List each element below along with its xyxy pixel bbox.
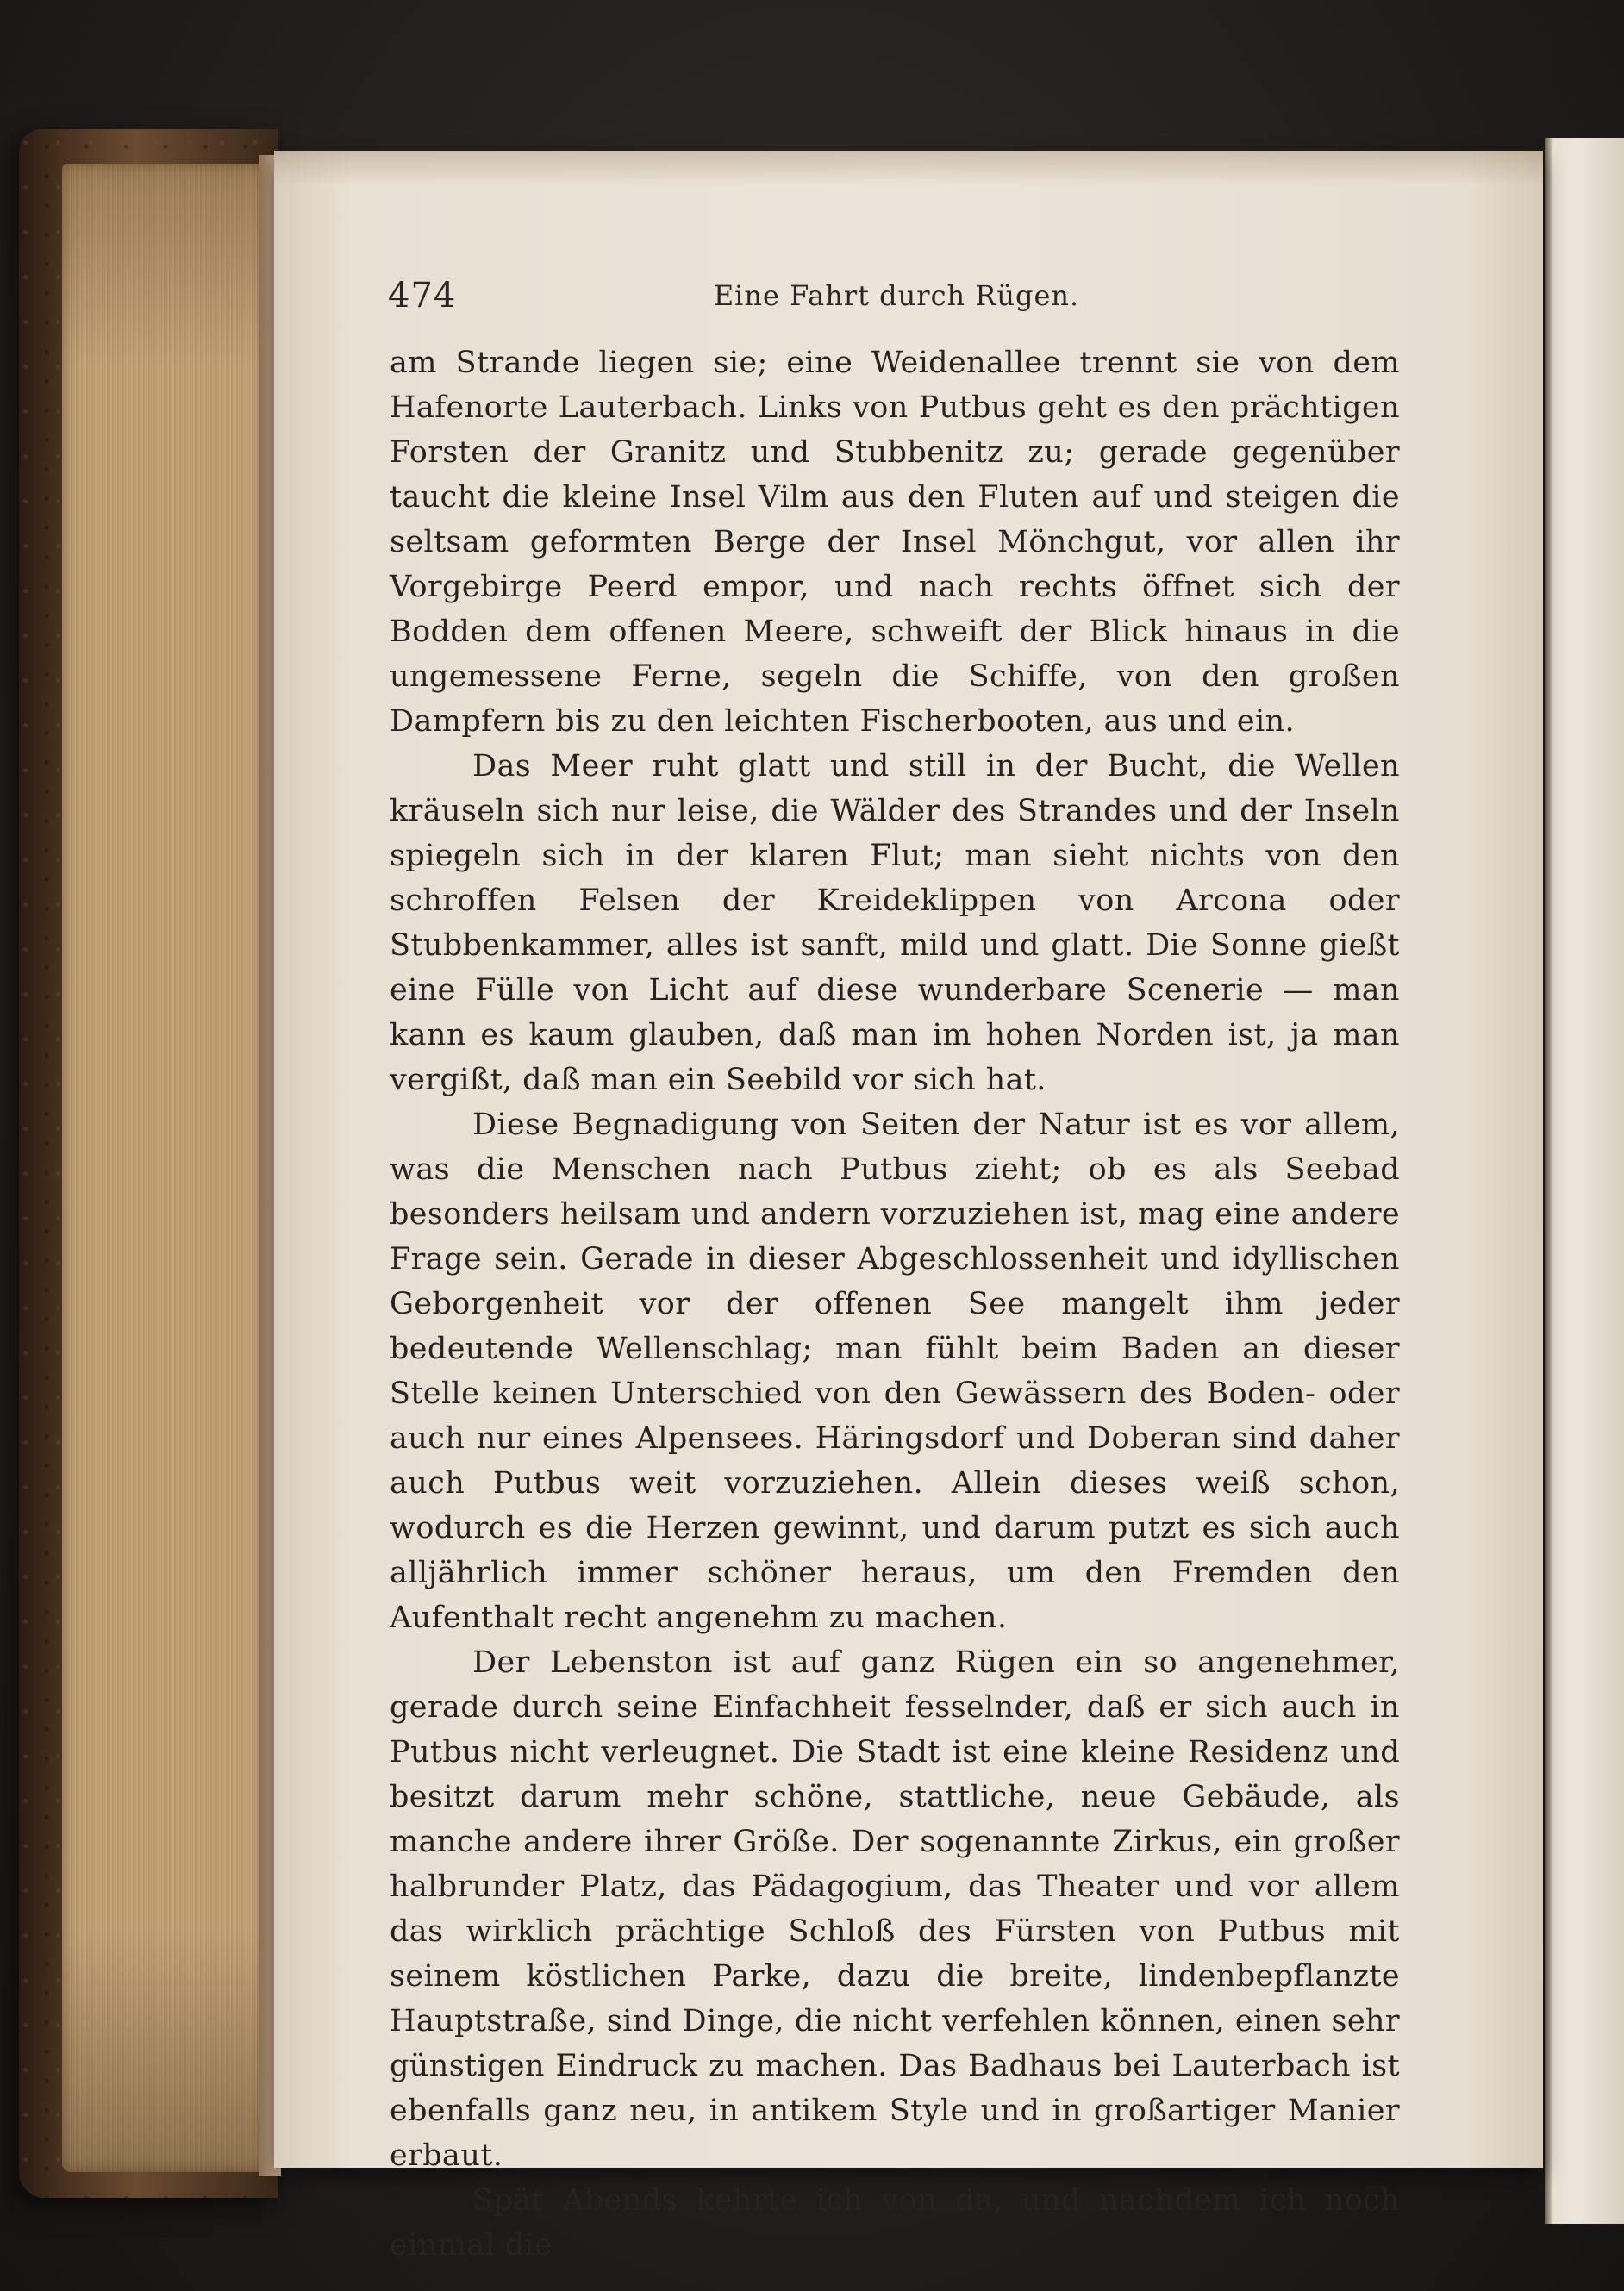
running-title: Eine Fahrt durch Rügen. bbox=[713, 279, 1080, 312]
paragraph: am Strande liegen sie; eine Weidenallee trennt sie von dem Hafenorte Lauterbach. Links von Putbus geht es den prächtigen Forsten der Granitz und Stubbenitz zu; gerade gegenüber taucht die kleine Insel Vilm aus den Fluten auf und steigen die seltsam geformten Berge der Insel Mönchgut, vor allen ihr Vorgebirge Peerd empor, und nach rechts öffnet sich der Bodden dem offenen Meere, schweift der Blick hinaus in die ungemessene Ferne, segeln die Schiffe, von den großen Dampfern bis zu den leichten Fischerbooten, aus und ein. bbox=[390, 346, 1400, 739]
paragraph: Der Lebenston ist auf ganz Rügen ein so angenehmer, gerade durch seine Einfachheit fesselnder, daß er sich auch in Putbus nicht verleugnet. Die Stadt ist eine kleine Residenz und besitzt darum mehr schöne, stattliche, neue Gebäude, als manche andere ihrer Größe. Der sogenannte Zirkus, ein großer halbrunder Platz, das Pädagogium, das Theater und vor allem das wirklich prächtige Schloß des Fürsten von Putbus mit seinem köstlichen Parke, dazu die breite, lindenbepflanzte Hauptstraße, sind Dinge, die nicht verfehlen können, einen sehr günstigen Eindruck zu machen. Das Badhaus bei Lauterbach ist ebenfalls ganz neu, in antikem Style und in großartiger Manier erbaut. bbox=[390, 1645, 1400, 2173]
facing-page-edge bbox=[1545, 138, 1624, 2224]
body-text bbox=[390, 340, 1400, 2268]
page-edges bbox=[62, 164, 269, 2172]
page-number: 474 bbox=[388, 276, 457, 315]
page-header bbox=[388, 276, 1405, 328]
paragraph: Diese Begnadigung von Seiten der Natur ist es vor allem, was die Menschen nach Putbus zieht; ob es als Seebad besonders heilsam und andern vorzuziehen ist, mag eine andere Frage sein. Gerade in dieser Abgeschlossenheit und idyllischen Geborgenheit vor der offenen See mangelt ihm jeder bedeutende Wellenschlag; man fühlt beim Baden an dieser Stelle keinen Unterschied von den Gewässern des Boden- oder auch nur eines Alpensees. Häringsdorf und Doberan sind daher auch Putbus weit vorzuziehen. Allein dieses weiß schon, wodurch es die Herzen gewinnt, und darum putzt es sich auch alljährlich immer schöner heraus, um den Fremden den Aufenthalt recht angenehm zu machen. bbox=[390, 1108, 1400, 1635]
paragraph: Das Meer ruht glatt und still in der Bucht, die Wellen kräuseln sich nur leise, die Wälder des Strandes und der Inseln spiegeln sich in der klaren Flut; man sieht nichts von den schroffen Felsen der Kreideklippen von Arcona oder Stubbenkammer, alles ist sanft, mild und glatt. Die Sonne gießt eine Fülle von Licht auf diese wunderbare Scenerie — man kann es kaum glauben, daß man im hohen Norden ist, ja man vergißt, daß man ein Seebild vor sich hat. bbox=[390, 749, 1400, 1097]
paragraph: Spät Abends kehrte ich von da, und nachdem ich noch einmal die bbox=[390, 2183, 1400, 2263]
